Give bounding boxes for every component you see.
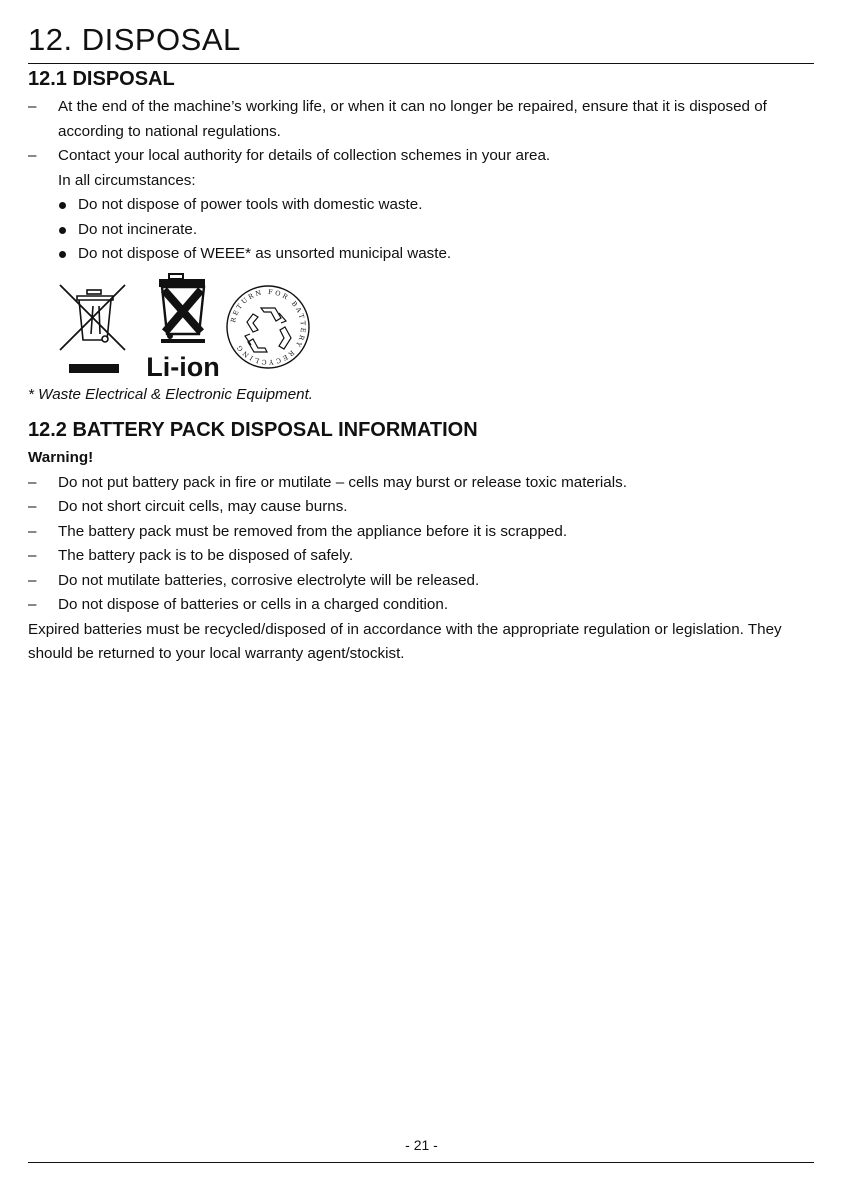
bottom-divider: [28, 1162, 814, 1163]
list-item-text: The battery pack must be removed from the appliance before it is scrapped.: [58, 522, 568, 540]
crossed-out-wheelie-bin-icon: [60, 285, 125, 350]
circumstances-intro: In all circumstances:: [58, 171, 196, 189]
bullet-item: [28, 218, 814, 243]
svg-text:RETURN FOR BATTERY RECYCLING: [229, 288, 307, 366]
bullet-icon: [59, 227, 66, 234]
dash-marker: –: [28, 498, 37, 515]
bullet-item: [28, 193, 814, 218]
bullet-text: Do not incinerate.: [78, 220, 198, 238]
weee-bar: [69, 364, 119, 373]
list-item: [28, 95, 814, 144]
list-item-text: The battery pack is to be disposed of safely.: [58, 547, 354, 564]
list-item: [28, 144, 814, 169]
section-title-disposal: 12.1 DISPOSAL: [28, 68, 175, 90]
bullet-text: Do not dispose of WEEE* as unsorted municipal waste.: [78, 245, 452, 262]
list-item-text: Do not mutilate batteries, corrosive electrolyte will be released.: [58, 571, 480, 589]
list-item: [28, 520, 814, 545]
top-divider: [28, 63, 814, 64]
bullet-icon: [59, 251, 66, 258]
closing-paragraph: Expired batteries must be recycled/disposed of in accordance with the appropriate regulation or legislation. They should be returned to your local warranty agent/stockist.: [28, 620, 782, 662]
dash-marker: –: [28, 596, 37, 613]
page-number: - 21 -: [405, 1137, 438, 1153]
battery-warning-list: [28, 446, 814, 667]
disposal-list: [28, 95, 814, 267]
dash-marker: –: [28, 98, 37, 115]
list-item: [28, 593, 814, 618]
list-item: [28, 544, 814, 569]
list-item-text: Do not short circuit cells, may cause burns.: [58, 498, 348, 515]
list-item: [28, 569, 814, 594]
list-item-text: Do not put battery pack in fire or mutilate – cells may burst or release toxic materials.: [58, 473, 627, 491]
recycle-ring-text: RETURN FOR BATTERY RECYCLING: [229, 287, 308, 367]
list-item-text: Contact your local authority for details of collection schemes in your area.: [58, 147, 551, 164]
disposal-symbols: [55, 272, 325, 382]
dash-marker: –: [28, 571, 37, 589]
dash-marker: –: [28, 473, 37, 491]
dash-marker: –: [28, 522, 37, 540]
chapter-title: 12. DISPOSAL: [28, 22, 241, 57]
list-item-text: Do not dispose of batteries or cells in a charged condition.: [58, 596, 449, 613]
bullet-item: [28, 242, 814, 267]
list-item-text: At the end of the machine’s working life, or when it can no longer be repaired, ensure that it is disposed of according to national regulations.: [58, 98, 767, 140]
section-title-battery-pack: 12.2 BATTERY PACK DISPOSAL INFORMATION: [28, 419, 478, 441]
return-for-battery-recycling-icon: [227, 286, 309, 368]
crossed-out-battery-bin-icon: [159, 274, 205, 343]
li-ion-label: Li-ion: [146, 352, 220, 382]
bullet-text: Do not dispose of power tools with domestic waste.: [78, 196, 423, 213]
bullet-icon: [59, 202, 66, 209]
list-item: [28, 471, 814, 496]
dash-marker: –: [28, 147, 37, 164]
footnote: * Waste Electrical & Electronic Equipment.: [28, 386, 314, 403]
dash-marker: –: [28, 547, 37, 564]
warning-label: Warning!: [28, 449, 94, 466]
list-item: [28, 495, 814, 520]
